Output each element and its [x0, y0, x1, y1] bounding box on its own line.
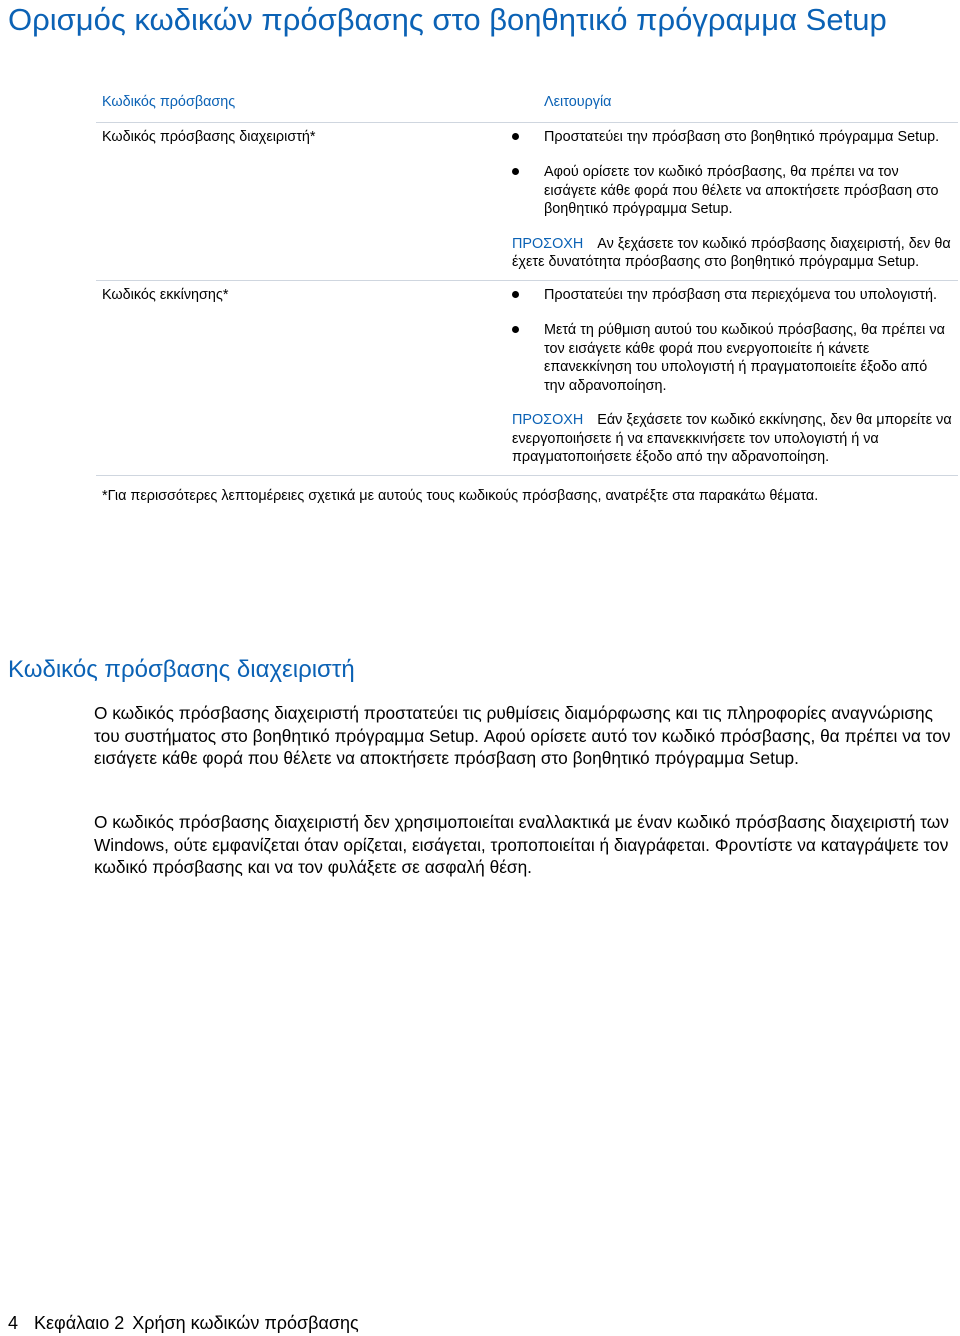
caution-label: ΠΡΟΣΟΧΗ [512, 412, 584, 428]
bullet-list [512, 286, 952, 396]
bullet-text: Μετά τη ρύθμιση αυτού του κωδικού πρόσβασης, θα πρέπει να τον εισάγετε κάθε φορά που ενεργοποιείτε ή κάνετε επανεκκίνηση του υπολογιστή ή πραγματοποιείτε έξοδο από την αδρανοποίηση. [544, 322, 945, 394]
table-row-admin-password [96, 122, 958, 280]
row-name: Κωδικός πρόσβασης διαχειριστή* [102, 128, 316, 145]
table-footnote-row [96, 475, 958, 511]
bullet-icon [512, 326, 519, 333]
chapter-label: Κεφάλαιο 2 [34, 1313, 125, 1333]
paragraph: Ο κωδικός πρόσβασης διαχειριστή δεν χρησιμοποιείται εναλλακτικά με έναν κωδικό πρόσβασης διαχειριστή των Windows, ούτε εμφανίζεται όταν ορίζεται, εισάγεται, τροποποιείται ή διαγράφεται. Φροντίστε να καταγράψετε τον κωδικό πρόσβασης και να τον φυλάξετε σε ασφαλή θέση. [94, 812, 949, 877]
row-function [506, 122, 958, 280]
row-name: Κωδικός εκκίνησης* [102, 286, 229, 303]
paragraph: Ο κωδικός πρόσβασης διαχειριστή προστατεύει τις ρυθμίσεις διαμόρφωσης και τις πληροφορίες αναγνώρισης του συστήματος στο βοηθητικό πρόγραμμα Setup. Αφού ορίσετε αυτό τον κωδικό πρόσβασης, θα πρέπει να τον εισάγετε κάθε φορά που θέλετε να αποκτήσετε πρόσβαση στο βοηθητικό πρόγραμμα Setup. [94, 703, 951, 768]
bullet-text: Προστατεύει την πρόσβαση στα περιεχόμενα του υπολογιστή. [544, 286, 938, 303]
list-item [512, 321, 952, 395]
bullet-icon [512, 168, 519, 175]
section-heading: Κωδικός πρόσβασης διαχειριστή [8, 656, 355, 683]
bullet-text: Αφού ορίσετε τον κωδικό πρόσβασης, θα πρέπει να τον εισάγετε κάθε φορά που θέλετε να αποκτήσετε πρόσβαση στο βοηθητικό πρόγραμμα Setup. [544, 164, 939, 217]
caution-note [512, 235, 952, 272]
password-table [96, 88, 958, 511]
header-password: Κωδικός πρόσβασης [102, 94, 236, 110]
bullet-icon [512, 291, 519, 298]
caution-note [512, 411, 952, 467]
bullet-text: Προστατεύει την πρόσβαση στο βοηθητικό πρόγραμμα Setup. [544, 128, 940, 145]
caution-text: Αν ξεχάσετε τον κωδικό πρόσβασης διαχειριστή, δεν θα έχετε δυνατότητα πρόσβασης στο βοηθητικό πρόγραμμα Setup. [512, 235, 951, 270]
page-number: 4 [8, 1313, 19, 1333]
header-function: Λειτουργία [544, 94, 612, 110]
list-item [512, 128, 952, 147]
page-footer [8, 1312, 359, 1334]
list-item [512, 286, 952, 305]
caution-label: ΠΡΟΣΟΧΗ [512, 235, 584, 252]
row-function [506, 280, 958, 475]
bullet-icon [512, 133, 519, 140]
page-title: Ορισμός κωδικών πρόσβασης στο βοηθητικό πρόγραμμα Setup [8, 2, 887, 37]
table-header-row [96, 88, 958, 122]
table-footnote: *Για περισσότερες λεπτομέρειες σχετικά με αυτούς τους κωδικούς πρόσβασης, ανατρέξτε στα παρακάτω θέματα. [102, 487, 819, 504]
caution-text: Εάν ξεχάσετε τον κωδικό εκκίνησης, δεν θα μπορείτε να ενεργοποιήσετε ή να επανεκκινήσετε τον υπολογιστή ή να πραγματοποιήσετε έξοδο από την αδρανοποίηση. [512, 412, 952, 465]
table-row-power-on-password [96, 280, 958, 475]
bullet-list [512, 128, 952, 219]
list-item [512, 163, 952, 219]
chapter-title: Χρήση κωδικών πρόσβασης [132, 1313, 359, 1333]
